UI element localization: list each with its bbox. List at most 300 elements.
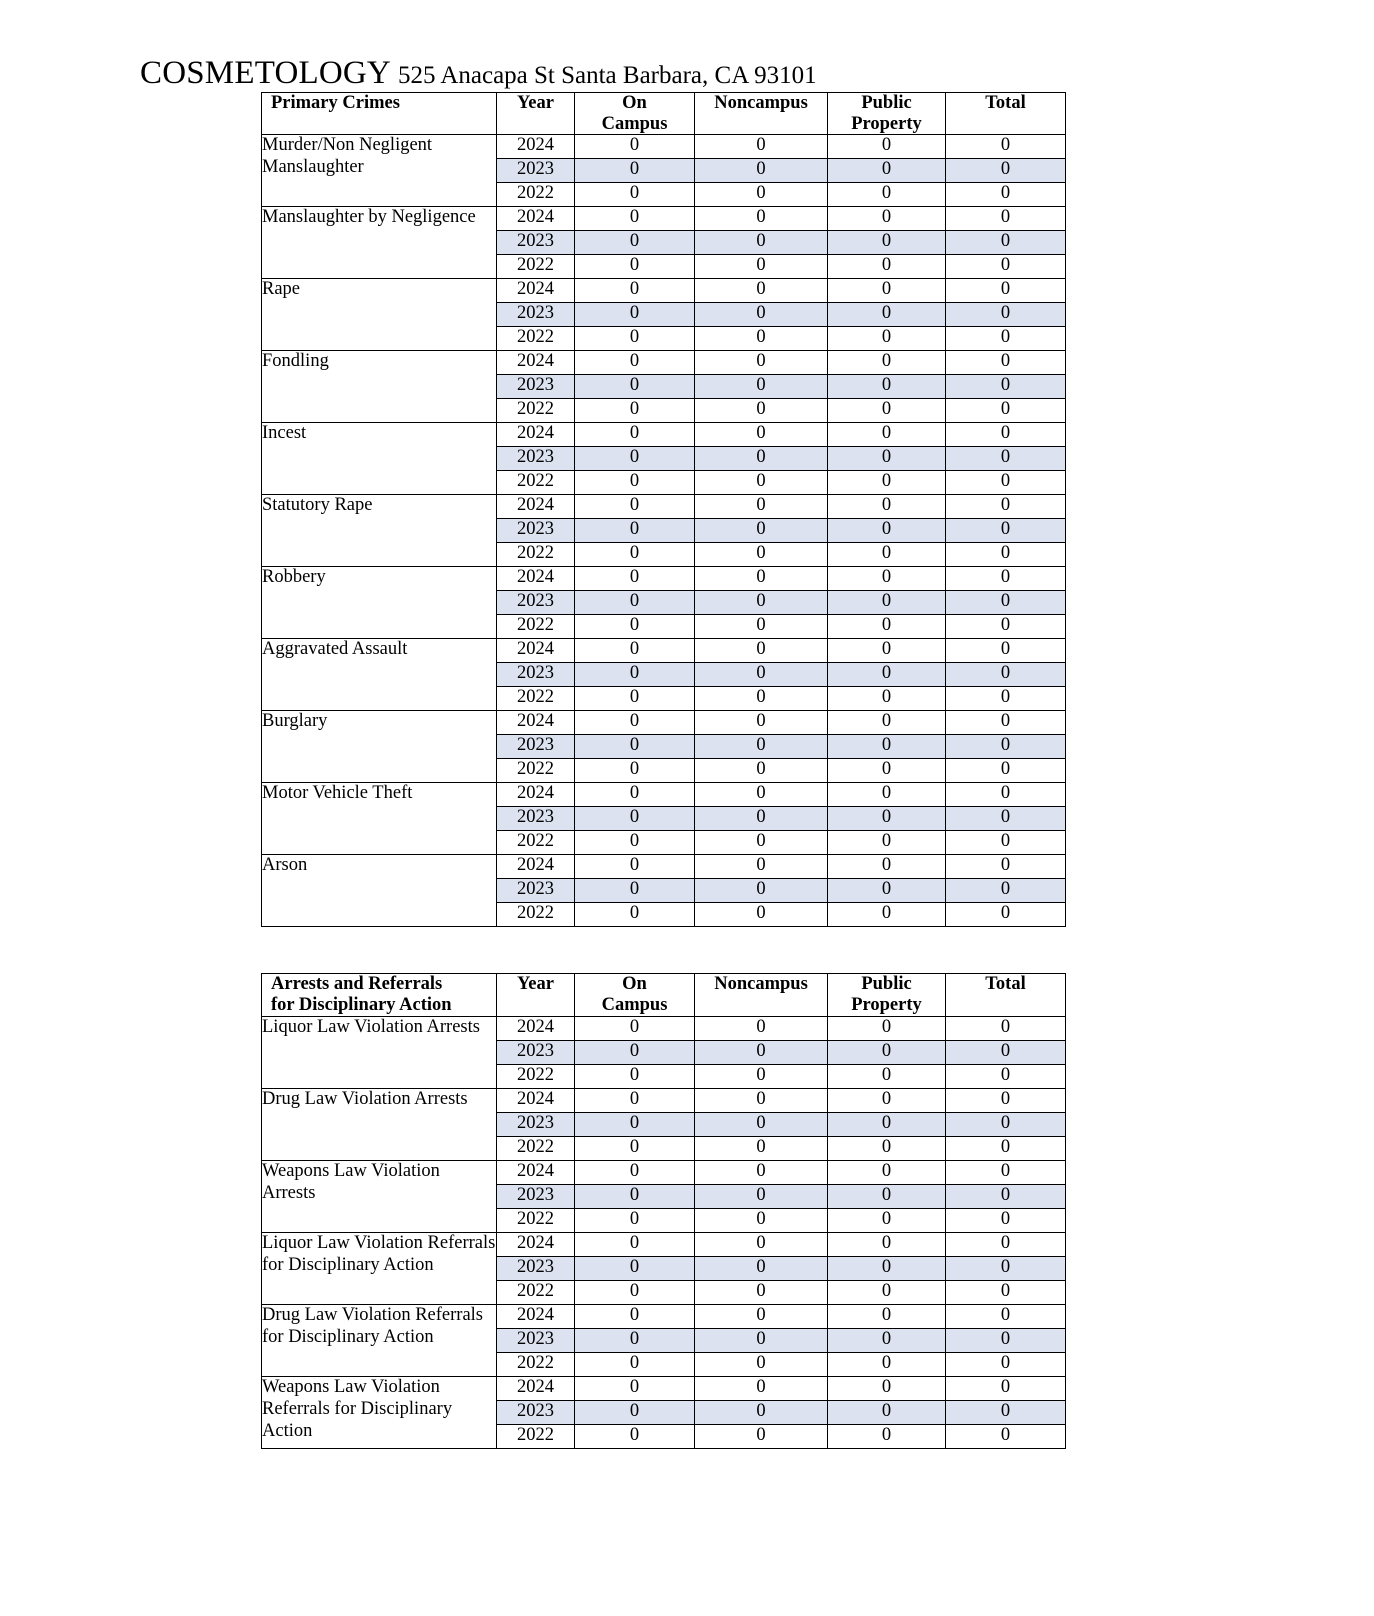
on-campus-value: 0 [575, 855, 695, 879]
public-property-value: 0 [828, 1136, 946, 1160]
public-property-value: 0 [828, 1304, 946, 1328]
total-value: 0 [946, 1040, 1066, 1064]
table-row [262, 1376, 1066, 1400]
public-property-value: 0 [828, 159, 946, 183]
year-value: 2024 [497, 639, 575, 663]
year-value: 2022 [497, 543, 575, 567]
row-label: Weapons Law Violation Referrals for Disciplinary Action [262, 1376, 497, 1448]
year-value: 2024 [497, 135, 575, 159]
public-property-value: 0 [828, 543, 946, 567]
total-value: 0 [946, 327, 1066, 351]
noncampus-value: 0 [695, 159, 828, 183]
total-value: 0 [946, 1304, 1066, 1328]
public-property-value: 0 [828, 735, 946, 759]
total-value: 0 [946, 423, 1066, 447]
total-value: 0 [946, 1208, 1066, 1232]
noncampus-value: 0 [695, 135, 828, 159]
header-on-campus-line2: Campus [601, 995, 668, 1016]
row-label: Murder/Non Negligent Manslaughter [262, 135, 497, 207]
row-label: Drug Law Violation Arrests [262, 1088, 497, 1160]
year-value: 2023 [497, 807, 575, 831]
on-campus-value: 0 [575, 1280, 695, 1304]
year-value: 2024 [497, 423, 575, 447]
year-value: 2024 [497, 1304, 575, 1328]
on-campus-value: 0 [575, 447, 695, 471]
table-body [262, 1016, 1066, 1448]
public-property-value: 0 [828, 759, 946, 783]
public-property-value: 0 [828, 1280, 946, 1304]
total-value: 0 [946, 807, 1066, 831]
row-label: Weapons Law Violation Arrests [262, 1160, 497, 1232]
on-campus-value: 0 [575, 567, 695, 591]
public-property-value: 0 [828, 495, 946, 519]
year-value: 2023 [497, 1184, 575, 1208]
header-row [262, 93, 1066, 135]
table-row [262, 1088, 1066, 1112]
public-property-value: 0 [828, 1016, 946, 1040]
public-property-value: 0 [828, 135, 946, 159]
year-value: 2024 [497, 1232, 575, 1256]
year-value: 2023 [497, 735, 575, 759]
year-value: 2024 [497, 711, 575, 735]
noncampus-value: 0 [695, 423, 828, 447]
on-campus-value: 0 [575, 399, 695, 423]
on-campus-value: 0 [575, 615, 695, 639]
public-property-value: 0 [828, 639, 946, 663]
year-value: 2023 [497, 1112, 575, 1136]
public-property-value: 0 [828, 231, 946, 255]
noncampus-value: 0 [695, 1424, 828, 1448]
year-value: 2022 [497, 831, 575, 855]
noncampus-value: 0 [695, 1232, 828, 1256]
total-value: 0 [946, 1016, 1066, 1040]
school-name: COSMETOLOGY [140, 55, 391, 91]
header-total: Total [946, 93, 1066, 135]
public-property-value: 0 [828, 567, 946, 591]
on-campus-value: 0 [575, 303, 695, 327]
on-campus-value: 0 [575, 231, 695, 255]
row-label: Arson [262, 855, 497, 927]
year-value: 2022 [497, 759, 575, 783]
public-property-value: 0 [828, 1232, 946, 1256]
on-campus-value: 0 [575, 1232, 695, 1256]
on-campus-value: 0 [575, 1160, 695, 1184]
noncampus-value: 0 [695, 1112, 828, 1136]
school-address: 525 Anacapa St Santa Barbara, CA 93101 [397, 62, 817, 89]
header-year: Year [497, 974, 575, 1016]
on-campus-value: 0 [575, 207, 695, 231]
header-on-campus [575, 93, 695, 135]
total-value: 0 [946, 231, 1066, 255]
on-campus-value: 0 [575, 1376, 695, 1400]
table-row [262, 855, 1066, 879]
on-campus-value: 0 [575, 519, 695, 543]
noncampus-value: 0 [695, 1400, 828, 1424]
on-campus-value: 0 [575, 903, 695, 927]
row-label: Incest [262, 423, 497, 495]
on-campus-value: 0 [575, 543, 695, 567]
total-value: 0 [946, 1328, 1066, 1352]
public-property-value: 0 [828, 1088, 946, 1112]
table-row [262, 1304, 1066, 1328]
on-campus-value: 0 [575, 1088, 695, 1112]
on-campus-value: 0 [575, 879, 695, 903]
on-campus-value: 0 [575, 1400, 695, 1424]
total-value: 0 [946, 567, 1066, 591]
header-total: Total [946, 974, 1066, 1016]
table-row [262, 1016, 1066, 1040]
noncampus-value: 0 [695, 495, 828, 519]
on-campus-value: 0 [575, 759, 695, 783]
noncampus-value: 0 [695, 1064, 828, 1088]
public-property-value: 0 [828, 327, 946, 351]
on-campus-value: 0 [575, 1208, 695, 1232]
total-value: 0 [946, 1232, 1066, 1256]
on-campus-value: 0 [575, 351, 695, 375]
public-property-value: 0 [828, 855, 946, 879]
on-campus-value: 0 [575, 1136, 695, 1160]
noncampus-value: 0 [695, 1328, 828, 1352]
noncampus-value: 0 [695, 543, 828, 567]
on-campus-value: 0 [575, 687, 695, 711]
on-campus-value: 0 [575, 1256, 695, 1280]
public-property-value: 0 [828, 423, 946, 447]
public-property-value: 0 [828, 1328, 946, 1352]
year-value: 2024 [497, 567, 575, 591]
year-value: 2022 [497, 255, 575, 279]
public-property-value: 0 [828, 303, 946, 327]
total-value: 0 [946, 783, 1066, 807]
noncampus-value: 0 [695, 1184, 828, 1208]
total-value: 0 [946, 159, 1066, 183]
noncampus-value: 0 [695, 303, 828, 327]
year-value: 2022 [497, 399, 575, 423]
year-value: 2023 [497, 879, 575, 903]
total-value: 0 [946, 663, 1066, 687]
on-campus-value: 0 [575, 495, 695, 519]
header-on-campus [575, 974, 695, 1016]
noncampus-value: 0 [695, 1136, 828, 1160]
public-property-value: 0 [828, 711, 946, 735]
total-value: 0 [946, 1160, 1066, 1184]
row-label: Liquor Law Violation Arrests [262, 1016, 497, 1088]
year-value: 2022 [497, 471, 575, 495]
total-value: 0 [946, 279, 1066, 303]
on-campus-value: 0 [575, 735, 695, 759]
row-label: Rape [262, 279, 497, 351]
total-value: 0 [946, 543, 1066, 567]
on-campus-value: 0 [575, 711, 695, 735]
table-row [262, 711, 1066, 735]
noncampus-value: 0 [695, 831, 828, 855]
noncampus-value: 0 [695, 1208, 828, 1232]
table-row [262, 1232, 1066, 1256]
noncampus-value: 0 [695, 327, 828, 351]
noncampus-value: 0 [695, 1376, 828, 1400]
on-campus-value: 0 [575, 1112, 695, 1136]
header-public-property-line2: Property [851, 113, 922, 134]
noncampus-value: 0 [695, 183, 828, 207]
public-property-value: 0 [828, 903, 946, 927]
total-value: 0 [946, 903, 1066, 927]
table-row [262, 351, 1066, 375]
header-public-property [828, 974, 946, 1016]
row-label: Statutory Rape [262, 495, 497, 567]
on-campus-value: 0 [575, 831, 695, 855]
total-value: 0 [946, 399, 1066, 423]
row-label: Drug Law Violation Referrals for Disciplinary Action [262, 1304, 497, 1376]
total-value: 0 [946, 303, 1066, 327]
public-property-value: 0 [828, 399, 946, 423]
header-arrests-line2: for Disciplinary Action [271, 995, 452, 1016]
public-property-value: 0 [828, 1184, 946, 1208]
year-value: 2024 [497, 1088, 575, 1112]
on-campus-value: 0 [575, 783, 695, 807]
noncampus-value: 0 [695, 231, 828, 255]
public-property-value: 0 [828, 783, 946, 807]
public-property-value: 0 [828, 687, 946, 711]
noncampus-value: 0 [695, 399, 828, 423]
table-row [262, 207, 1066, 231]
noncampus-value: 0 [695, 1304, 828, 1328]
total-value: 0 [946, 759, 1066, 783]
noncampus-value: 0 [695, 351, 828, 375]
total-value: 0 [946, 1280, 1066, 1304]
header-noncampus: Noncampus [695, 974, 828, 1016]
on-campus-value: 0 [575, 1304, 695, 1328]
year-value: 2022 [497, 327, 575, 351]
noncampus-value: 0 [695, 759, 828, 783]
year-value: 2022 [497, 903, 575, 927]
noncampus-value: 0 [695, 591, 828, 615]
header-arrests-referrals [262, 974, 497, 1016]
noncampus-value: 0 [695, 1280, 828, 1304]
year-value: 2024 [497, 1016, 575, 1040]
on-campus-value: 0 [575, 255, 695, 279]
on-campus-value: 0 [575, 1328, 695, 1352]
table-row [262, 135, 1066, 159]
total-value: 0 [946, 591, 1066, 615]
on-campus-value: 0 [575, 1016, 695, 1040]
row-label: Fondling [262, 351, 497, 423]
public-property-value: 0 [828, 279, 946, 303]
total-value: 0 [946, 207, 1066, 231]
total-value: 0 [946, 1400, 1066, 1424]
table-row [262, 423, 1066, 447]
total-value: 0 [946, 1376, 1066, 1400]
on-campus-value: 0 [575, 375, 695, 399]
header-primary-crimes: Primary Crimes [262, 93, 497, 135]
year-value: 2022 [497, 687, 575, 711]
table-row [262, 783, 1066, 807]
table-row [262, 1160, 1066, 1184]
year-value: 2024 [497, 855, 575, 879]
public-property-value: 0 [828, 447, 946, 471]
on-campus-value: 0 [575, 663, 695, 687]
page-title [140, 55, 1374, 92]
public-property-value: 0 [828, 1256, 946, 1280]
public-property-value: 0 [828, 1112, 946, 1136]
year-value: 2024 [497, 207, 575, 231]
noncampus-value: 0 [695, 255, 828, 279]
on-campus-value: 0 [575, 279, 695, 303]
total-value: 0 [946, 1424, 1066, 1448]
public-property-value: 0 [828, 1040, 946, 1064]
on-campus-value: 0 [575, 1184, 695, 1208]
year-value: 2022 [497, 1280, 575, 1304]
on-campus-value: 0 [575, 183, 695, 207]
noncampus-value: 0 [695, 903, 828, 927]
on-campus-value: 0 [575, 471, 695, 495]
total-value: 0 [946, 1136, 1066, 1160]
public-property-value: 0 [828, 591, 946, 615]
noncampus-value: 0 [695, 855, 828, 879]
year-value: 2023 [497, 447, 575, 471]
row-label: Robbery [262, 567, 497, 639]
noncampus-value: 0 [695, 567, 828, 591]
public-property-value: 0 [828, 1208, 946, 1232]
primary-crimes-table [261, 92, 1066, 927]
on-campus-value: 0 [575, 423, 695, 447]
noncampus-value: 0 [695, 279, 828, 303]
header-on-campus-line1: On [622, 93, 647, 113]
on-campus-value: 0 [575, 1352, 695, 1376]
year-value: 2024 [497, 1160, 575, 1184]
year-value: 2023 [497, 1256, 575, 1280]
public-property-value: 0 [828, 663, 946, 687]
year-value: 2022 [497, 1064, 575, 1088]
total-value: 0 [946, 639, 1066, 663]
noncampus-value: 0 [695, 783, 828, 807]
year-value: 2022 [497, 1352, 575, 1376]
year-value: 2023 [497, 591, 575, 615]
public-property-value: 0 [828, 183, 946, 207]
total-value: 0 [946, 519, 1066, 543]
public-property-value: 0 [828, 471, 946, 495]
public-property-value: 0 [828, 1352, 946, 1376]
total-value: 0 [946, 879, 1066, 903]
total-value: 0 [946, 255, 1066, 279]
on-campus-value: 0 [575, 1040, 695, 1064]
header-noncampus: Noncampus [695, 93, 828, 135]
row-label: Motor Vehicle Theft [262, 783, 497, 855]
year-value: 2022 [497, 183, 575, 207]
noncampus-value: 0 [695, 879, 828, 903]
total-value: 0 [946, 711, 1066, 735]
year-value: 2022 [497, 615, 575, 639]
noncampus-value: 0 [695, 807, 828, 831]
row-label: Manslaughter by Negligence [262, 207, 497, 279]
table-row [262, 279, 1066, 303]
year-value: 2023 [497, 159, 575, 183]
noncampus-value: 0 [695, 375, 828, 399]
noncampus-value: 0 [695, 663, 828, 687]
year-value: 2023 [497, 375, 575, 399]
noncampus-value: 0 [695, 1160, 828, 1184]
header-on-campus-line1: On [622, 974, 647, 995]
year-value: 2023 [497, 519, 575, 543]
header-public-property-line2: Property [851, 995, 922, 1016]
public-property-value: 0 [828, 1160, 946, 1184]
public-property-value: 0 [828, 831, 946, 855]
year-value: 2024 [497, 1376, 575, 1400]
table-row [262, 639, 1066, 663]
noncampus-value: 0 [695, 639, 828, 663]
public-property-value: 0 [828, 207, 946, 231]
year-value: 2023 [497, 1400, 575, 1424]
table-header [262, 974, 1066, 1016]
header-arrests-line1: Arrests and Referrals [271, 974, 443, 995]
year-value: 2023 [497, 303, 575, 327]
total-value: 0 [946, 1256, 1066, 1280]
arrests-referrals-table [261, 973, 1066, 1448]
public-property-value: 0 [828, 1064, 946, 1088]
row-label: Liquor Law Violation Referrals for Disciplinary Action [262, 1232, 497, 1304]
header-row [262, 974, 1066, 1016]
on-campus-value: 0 [575, 591, 695, 615]
public-property-value: 0 [828, 519, 946, 543]
total-value: 0 [946, 855, 1066, 879]
public-property-value: 0 [828, 807, 946, 831]
total-value: 0 [946, 687, 1066, 711]
total-value: 0 [946, 1352, 1066, 1376]
year-value: 2024 [497, 351, 575, 375]
total-value: 0 [946, 831, 1066, 855]
public-property-value: 0 [828, 255, 946, 279]
public-property-value: 0 [828, 615, 946, 639]
year-value: 2022 [497, 1136, 575, 1160]
table-spacer [0, 927, 1374, 973]
total-value: 0 [946, 735, 1066, 759]
total-value: 0 [946, 447, 1066, 471]
header-on-campus-line2: Campus [601, 113, 668, 134]
total-value: 0 [946, 471, 1066, 495]
noncampus-value: 0 [695, 687, 828, 711]
year-value: 2024 [497, 783, 575, 807]
total-value: 0 [946, 1064, 1066, 1088]
table-header [262, 93, 1066, 135]
year-value: 2023 [497, 1040, 575, 1064]
header-public-property-line1: Public [861, 974, 912, 995]
table-body [262, 135, 1066, 927]
on-campus-value: 0 [575, 327, 695, 351]
table-row [262, 495, 1066, 519]
noncampus-value: 0 [695, 471, 828, 495]
year-value: 2022 [497, 1208, 575, 1232]
public-property-value: 0 [828, 1376, 946, 1400]
total-value: 0 [946, 1184, 1066, 1208]
public-property-value: 0 [828, 1400, 946, 1424]
noncampus-value: 0 [695, 1088, 828, 1112]
public-property-value: 0 [828, 351, 946, 375]
public-property-value: 0 [828, 1424, 946, 1448]
on-campus-value: 0 [575, 135, 695, 159]
row-label: Burglary [262, 711, 497, 783]
table-row [262, 567, 1066, 591]
on-campus-value: 0 [575, 639, 695, 663]
year-value: 2023 [497, 663, 575, 687]
on-campus-value: 0 [575, 159, 695, 183]
noncampus-value: 0 [695, 1352, 828, 1376]
noncampus-value: 0 [695, 1016, 828, 1040]
public-property-value: 0 [828, 375, 946, 399]
row-label: Aggravated Assault [262, 639, 497, 711]
public-property-value: 0 [828, 879, 946, 903]
total-value: 0 [946, 375, 1066, 399]
total-value: 0 [946, 1112, 1066, 1136]
header-public-property [828, 93, 946, 135]
year-value: 2023 [497, 231, 575, 255]
